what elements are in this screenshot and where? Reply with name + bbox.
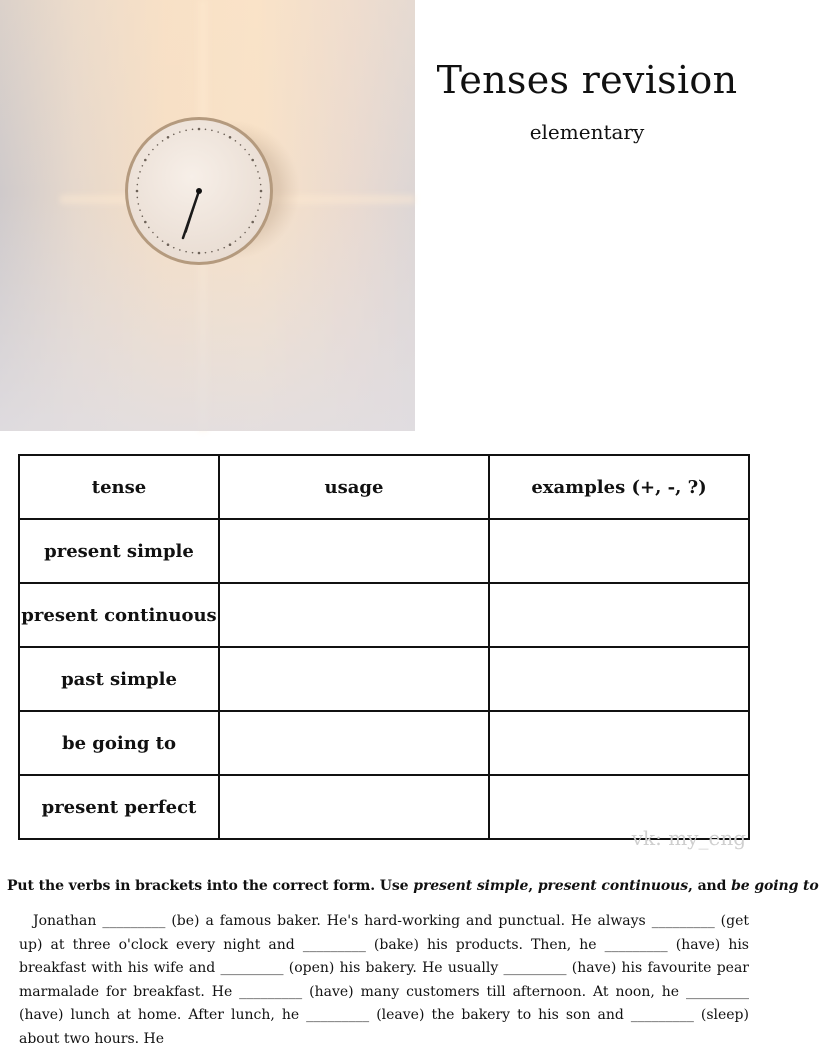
clock-tick [217,249,219,251]
column-header-tense: tense [19,455,219,519]
clock-tick [223,134,225,136]
clock-tick [185,251,187,253]
clock-tick [167,243,170,246]
examples-cell[interactable] [489,583,749,647]
clock-tick [259,177,261,179]
clock-tick [142,215,144,217]
clock-tick [260,184,262,186]
clock-tick [144,221,147,224]
usage-cell[interactable] [219,583,489,647]
clock-tick [137,197,139,199]
clock-tick [257,209,259,211]
clock-tick [198,128,201,131]
table-row [19,583,749,647]
clock-tick [139,209,141,211]
clock-tick [152,149,154,151]
watermark: vk: my_eng [631,826,746,850]
clock-tick [148,154,150,156]
clock-tick [251,159,254,162]
clock-tick [137,184,139,186]
instruction-separator: , and [688,878,732,894]
clock-tick [257,171,259,173]
clock-tick [179,131,181,133]
instruction-text: Put the verbs in brackets into the correct form. Use [7,878,414,894]
clock-tick [248,154,250,156]
clock-tick [157,236,159,238]
clock-tick [162,140,164,142]
tenses-table [18,454,750,840]
clock-tick [205,129,207,131]
clock-tick [192,129,194,131]
clock-tick [152,232,154,234]
clock-tick [255,215,257,217]
clock-tick [217,131,219,133]
examples-cell[interactable] [489,711,749,775]
tense-name: be going to [731,878,819,894]
clock-tick [229,136,232,139]
clock-tick [142,165,144,167]
clock-tick [157,144,159,146]
clock-tick [235,240,237,242]
page-subtitle: elementary [529,120,645,144]
clock-tick [192,252,194,254]
wall-clock-icon [0,0,415,431]
clock-center-pin [196,188,202,194]
clock-tick [139,171,141,173]
clock-tick [244,149,246,151]
column-header-examples: examples (+, -, ?) [489,455,749,519]
clock-tick [248,227,250,229]
tense-cell: present simple [19,519,219,583]
clock-tick [148,227,150,229]
clock-tick [255,165,257,167]
clock-tick [240,144,242,146]
clock-tick [162,240,164,242]
clock-tick [144,159,147,162]
clock-tick [251,221,254,224]
clock-tick [205,252,207,254]
clock-tick [223,247,225,249]
instruction-separator: , [528,878,538,894]
clock-tick [167,136,170,139]
clock-tick [173,247,175,249]
column-header-usage: usage [219,455,489,519]
tense-cell: be going to [19,711,219,775]
clock-photo [0,0,415,431]
clock-tick [136,190,139,193]
table-row [19,711,749,775]
clock-tick [244,232,246,234]
tense-cell: present perfect [19,775,219,839]
usage-cell[interactable] [219,775,489,839]
clock-tick [185,130,187,132]
examples-cell[interactable] [489,647,749,711]
clock-tick [138,203,140,205]
clock-tick [260,190,263,193]
clock-tick [235,140,237,142]
clock-tick [229,243,232,246]
clock-tick [138,177,140,179]
clock-tick [260,197,262,199]
page-title: Tenses revision [436,58,738,102]
exercise-instruction [7,878,819,894]
tense-name: present simple [413,878,529,894]
usage-cell[interactable] [219,647,489,711]
clock-tick [198,252,201,255]
usage-cell[interactable] [219,519,489,583]
clock-tick [173,134,175,136]
table-row [19,647,749,711]
clock-tick [211,251,213,253]
tense-cell: present continuous [19,583,219,647]
usage-cell[interactable] [219,711,489,775]
table-row [19,519,749,583]
tense-cell: past simple [19,647,219,711]
table-header-row [19,455,749,519]
clock-tick [259,203,261,205]
exercise-text: Jonathan _________ (be) a famous baker. He's hard-working and punctual. He always _________ (get up) at three o'clock every night and _________ (bake) his products. Then, he _________ (have) his breakfast with his wife and _________ (open) his bakery. He usually _________ (have) his favourite pear marmalade for breakfast. He _________ (have) many customers till afternoon. At noon, he _________ (have) lunch at home. After lunch, he _________ (leave) the bakery to his son and _________ (sleep) about two hours. He [19,913,749,1047]
clock-tick [240,236,242,238]
clock-tick [211,130,213,132]
examples-cell[interactable] [489,519,749,583]
clock-tick [179,249,181,251]
tense-name: present continuous [537,878,689,894]
